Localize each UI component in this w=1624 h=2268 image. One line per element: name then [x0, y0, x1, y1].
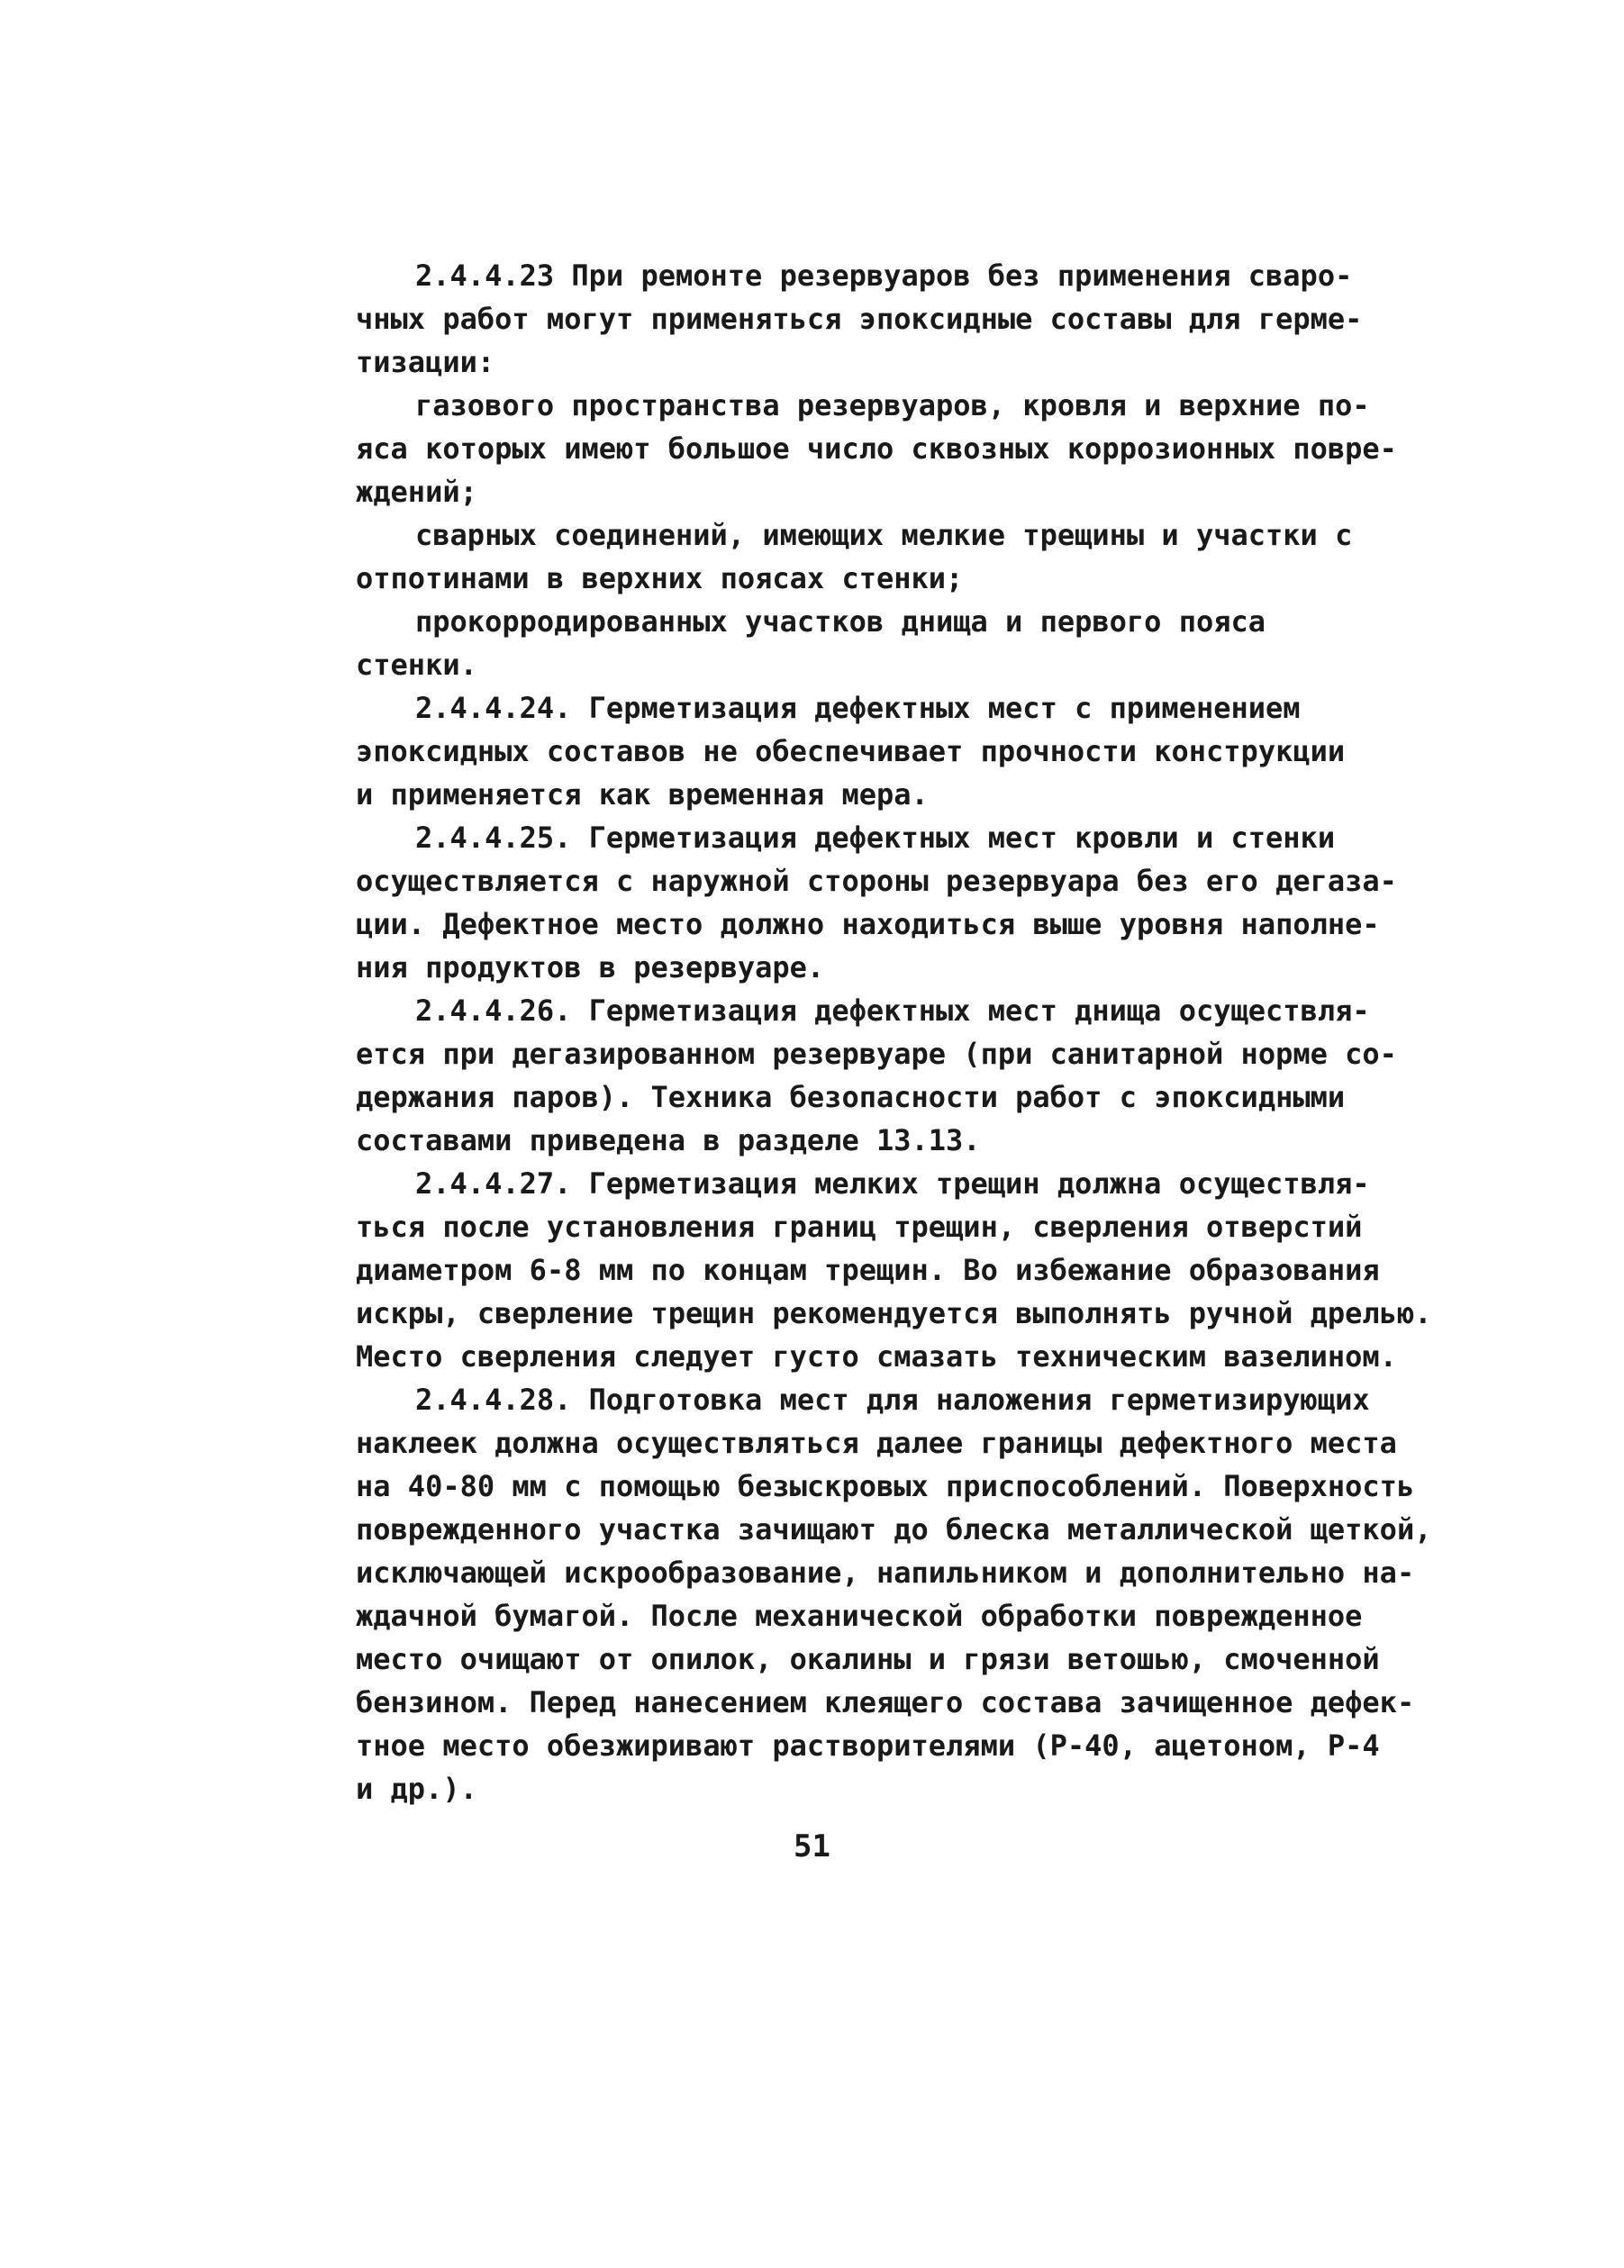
page-number: 51: [794, 1828, 830, 1864]
text-line: 2.4.4.28. Подготовка мест для наложения герметизирующих: [415, 1383, 1370, 1417]
paragraph-2-4-4-26: [356, 989, 1397, 1162]
list-item-welded-joints: [356, 513, 1374, 600]
text-line: 2.4.4.25. Герметизация дефектных мест кровли и стенки: [415, 821, 1336, 855]
text-line: 2.4.4.24. Герметизация дефектных мест с применением: [415, 691, 1301, 725]
body-text: [356, 254, 1432, 1810]
paragraph-2-4-4-27: [356, 1162, 1432, 1378]
text-line: искры, сверление трещин рекомендуется выполнять ручной дрелью.: [356, 1296, 1432, 1330]
list-item-corroded-areas: [356, 600, 1374, 686]
text-line: Место сверления следует густо смазать техническим вазелином.: [356, 1339, 1397, 1374]
text-line: ждений;: [356, 475, 477, 509]
text-line: газового пространства резервуаров, кровля и верхние по-: [415, 388, 1370, 422]
paragraph-2-4-4-28: [356, 1378, 1432, 1810]
text-line: осуществляется с наружной стороны резервуара без его дегаза-: [356, 864, 1397, 898]
text-line: поврежденного участка зачищают до блеска металлической щеткой,: [356, 1512, 1432, 1547]
paragraph-2-4-4-24: [356, 686, 1374, 816]
text-line: составами приведена в разделе 13.13.: [356, 1123, 981, 1157]
text-line: яса которых имеют большое число сквозных коррозионных повре-: [356, 431, 1397, 466]
text-line: исключающей искрообразование, напильником и дополнительно на-: [356, 1556, 1415, 1590]
text-line: держания паров). Техника безопасности работ с эпоксидными: [356, 1080, 1346, 1114]
text-line: эпоксидных составов не обеспечивает прочности конструкции: [356, 734, 1346, 768]
text-line: ться после установления границ трещин, сверления отверстий: [356, 1210, 1363, 1244]
text-line: чных работ могут применяться эпоксидные составы для герме-: [356, 302, 1363, 336]
text-line: 2.4.4.26. Герметизация дефектных мест днища осуществля-: [415, 993, 1370, 1028]
paragraph-2-4-4-23: [356, 254, 1374, 384]
text-line: ждачной бумагой. После механической обработки поврежденное: [356, 1599, 1363, 1633]
text-line: стенки.: [356, 648, 477, 682]
text-line: на 40-80 мм с помощью безыскровых приспособлений. Поверхность: [356, 1469, 1415, 1503]
text-line: ции. Дефектное место должно находиться выше уровня наполне-: [356, 907, 1380, 941]
paragraph-2-4-4-25: [356, 816, 1397, 989]
text-line: наклеек должна осуществляться далее границы дефектного места: [356, 1426, 1397, 1460]
text-line: и применяется как временная мера.: [356, 777, 929, 812]
text-line: и др.).: [356, 1772, 477, 1806]
text-line: тизации:: [356, 345, 495, 379]
text-line: сварных соединений, имеющих мелкие трещины и участки с: [415, 518, 1353, 552]
text-line: 2.4.4.27. Герметизация мелких трещин должна осуществля-: [415, 1166, 1370, 1201]
list-item-gas-space: [356, 384, 1397, 513]
text-line: тное место обезжиривают растворителями (Р-40, ацетоном, Р-4: [356, 1728, 1380, 1763]
text-line: ется при дегазированном резервуаре (при санитарной норме со-: [356, 1037, 1397, 1071]
text-line: 2.4.4.23 При ремонте резервуаров без применения сваро-: [415, 259, 1353, 293]
text-line: отпотинами в верхних поясах стенки;: [356, 561, 964, 595]
text-line: бензином. Перед нанесением клеящего состава зачищенное дефек-: [356, 1685, 1415, 1719]
text-line: прокорродированных участков днища и первого пояса: [415, 604, 1266, 639]
text-line: место очищают от опилок, окалины и грязи ветошью, смоченной: [356, 1642, 1380, 1676]
text-line: диаметром 6-8 мм по концам трещин. Во избежание образования: [356, 1253, 1380, 1287]
text-line: ния продуктов в резервуаре.: [356, 950, 825, 984]
